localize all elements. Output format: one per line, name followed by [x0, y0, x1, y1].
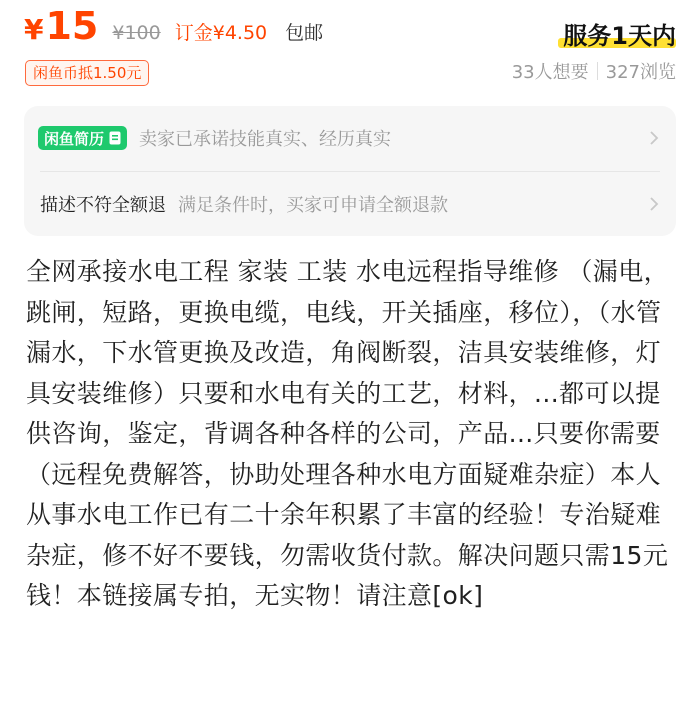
item-stats: [512, 58, 676, 84]
resume-row[interactable]: [24, 106, 676, 170]
refund-title: 描述不符全额退: [40, 195, 166, 216]
guarantee-card: [24, 106, 676, 236]
item-description: 全网承接水电工程 家装 工装 水电远程指导维修 （漏电，跳闸，短路，更换电缆，电线，开关插座，移位），（水管漏水，下水管更换及改造，角阀断裂，洁具安装维修，灯具安装维修）只要和水电有关的工艺，材料，...都可以提供咨询，鉴定，背调各种各样的公司，产品...只要你需要（远程免费解答，协助处理各种水电方面疑难杂症）本人从事水电工作已有二十余年积累了丰富的经验！专治疑难杂症，修不好不要钱，勿需收货付款。解决问题只需15元钱！本链接属专拍，无实物！请注意[ok]: [26, 257, 669, 610]
deposit-price: 订金¥4.50: [174, 22, 268, 44]
resume-badge-label: 闲鱼简历: [44, 129, 105, 148]
refund-text: 满足条件时，买家可申请全额退款: [178, 195, 448, 216]
service-time-label: 服务1天内: [563, 22, 676, 50]
want-count: 33人想要: [511, 62, 589, 83]
current-price: 15: [45, 4, 99, 48]
coin-deduct-badge[interactable]: 闲鱼币抵1.50元: [25, 60, 149, 86]
resume-badge: [38, 126, 127, 150]
stats-divider: [597, 62, 598, 80]
refund-row[interactable]: [24, 172, 676, 236]
original-price: ¥100: [112, 22, 161, 44]
document-icon: [107, 130, 123, 146]
view-count: 327浏览: [605, 62, 676, 83]
chevron-right-icon: [646, 130, 662, 146]
free-shipping-label: 包邮: [285, 22, 324, 44]
currency-symbol: ¥: [24, 13, 44, 46]
resume-text: 卖家已承诺技能真实、经历真实: [139, 129, 392, 150]
chevron-right-icon: [646, 196, 662, 212]
